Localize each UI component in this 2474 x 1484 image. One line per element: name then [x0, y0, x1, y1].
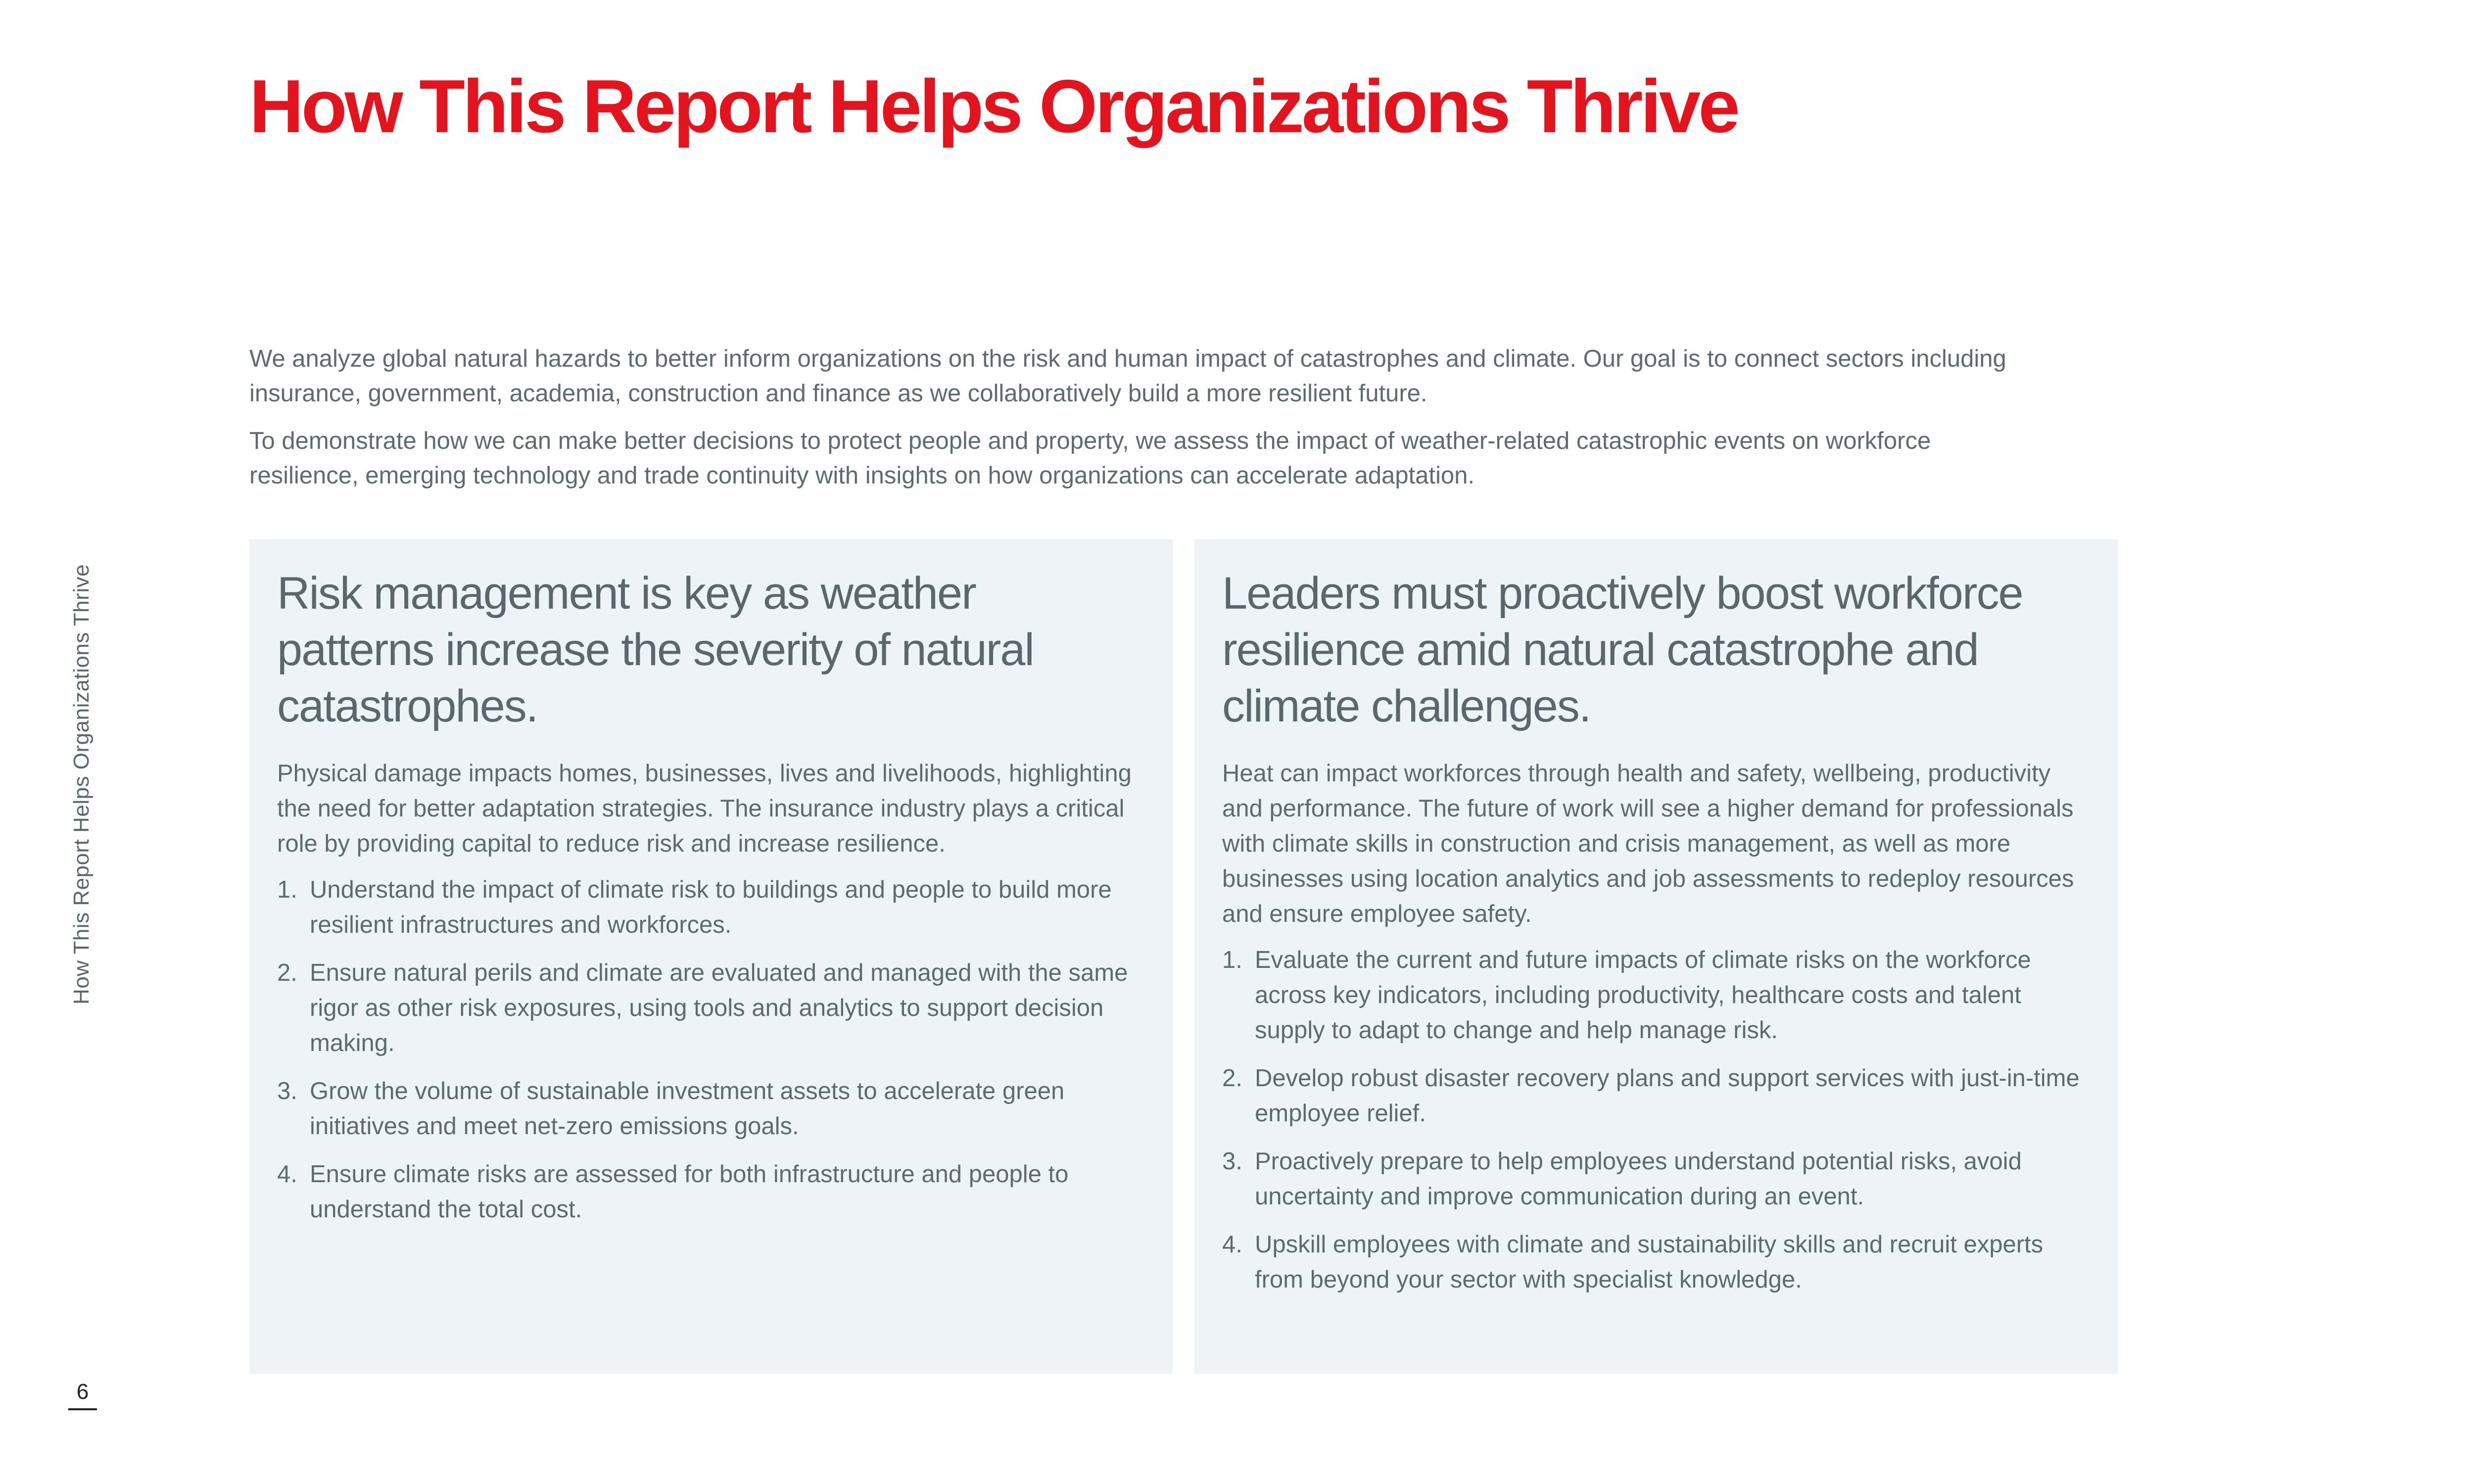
list-item-text: Develop robust disaster recovery plans and support services with just-in-time employee relief. — [1255, 1065, 2080, 1127]
list-item-number: 2. — [1222, 1065, 1242, 1092]
list-item — [277, 1074, 1145, 1144]
list-item-text: Understand the impact of climate risk to buildings and people to build more resilient infrastructures and workforces. — [310, 876, 1112, 938]
recommendation-list — [277, 872, 1145, 1227]
list-item-text: Evaluate the current and future impacts of climate risks on the workforce across key indicators, including productivity, healthcare costs and talent supply to adapt to change and help manage risk. — [1255, 947, 2031, 1044]
list-item-text: Ensure natural perils and climate are evaluated and managed with the same rigor as other risk exposures, using tools and analytics to support decision making. — [310, 959, 1128, 1056]
list-item-number: 3. — [277, 1078, 297, 1104]
page-number: 6 — [68, 1380, 97, 1410]
list-item-number: 1. — [1222, 947, 1242, 973]
panel-heading: Leaders must proactively boost workforce resilience amid natural catastrophe and climate challenges. — [1222, 568, 2023, 731]
panel-body-text: Physical damage impacts homes, businesses, lives and livelihoods, highlighting the need for better adaptation strategies. The insurance industry plays a critical role by providing capital to reduce risk and increase resilience. — [277, 760, 1132, 857]
panel-heading: Risk management is key as weather patterns increase the severity of natural catastrophes. — [277, 568, 1034, 731]
list-item-number: 2. — [277, 959, 297, 986]
intro-section — [249, 341, 2011, 506]
list-item — [277, 1157, 1145, 1227]
list-item-number: 3. — [1222, 1148, 1242, 1175]
intro-paragraph: To demonstrate how we can make better decisions to protect people and property, we assess the impact of weather-related catastrophic events on workforce resilience, emerging technology and trade continuity with insights on how organizations can accelerate adaptation. — [249, 428, 1931, 489]
list-item-number: 1. — [277, 876, 297, 903]
list-item-text: Proactively prepare to help employees understand potential risks, avoid uncertainty and improve communication during an event. — [1255, 1148, 2022, 1210]
list-item — [1222, 943, 2090, 1048]
list-item-number: 4. — [277, 1161, 297, 1188]
list-item — [1222, 1227, 2090, 1297]
risk-management-panel — [249, 539, 1173, 1374]
list-item — [277, 956, 1145, 1061]
list-item-text: Upskill employees with climate and sustainability skills and recruit experts from beyond your sector with specialist knowledge. — [1255, 1231, 2044, 1293]
workforce-resilience-panel — [1194, 539, 2118, 1374]
list-item — [1222, 1061, 2090, 1131]
list-item-number: 4. — [1222, 1231, 1242, 1258]
recommendation-list — [1222, 943, 2090, 1297]
panel-body-text: Heat can impact workforces through health and safety, wellbeing, productivity and performance. The future of work will see a higher demand for professionals with climate skills in construction and crisis management, as well as more businesses using location analytics and job assessments to redeploy resources and ensure employee safety. — [1222, 760, 2074, 927]
list-item-text: Ensure climate risks are assessed for both infrastructure and people to understand the total cost. — [310, 1161, 1069, 1223]
side-section-label: How This Report Helps Organizations Thrive — [69, 564, 94, 1005]
intro-paragraph: We analyze global natural hazards to better inform organizations on the risk and human impact of catastrophes and climate. Our goal is to connect sectors including insurance, government, academia, construction and finance as we collaboratively build a more resilient future. — [249, 345, 2006, 407]
page-title: How This Report Helps Organizations Thrive — [249, 64, 1738, 148]
list-item-text: Grow the volume of sustainable investment assets to accelerate green initiatives and meet net-zero emissions goals. — [310, 1078, 1065, 1140]
list-item — [1222, 1144, 2090, 1214]
list-item — [277, 872, 1145, 943]
